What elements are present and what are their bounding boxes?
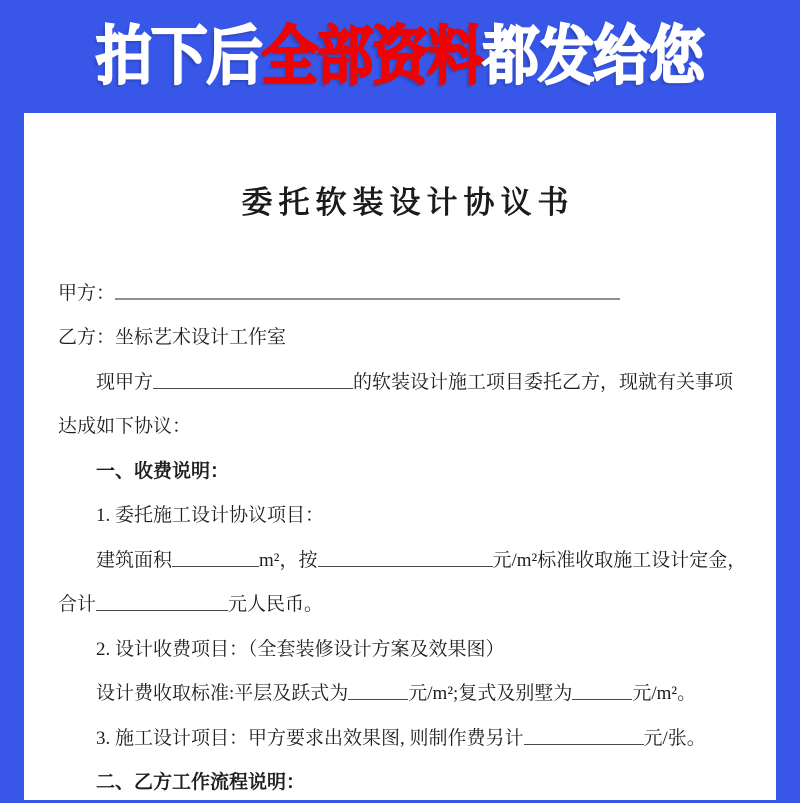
- text-segment: 元/m²。: [632, 678, 696, 705]
- intro-line-2: [58, 403, 758, 448]
- text-segment: 合计: [58, 589, 96, 616]
- text-segment: 元/m²标准收取施工设计定金，: [493, 545, 747, 572]
- text-segment: 元人民币。: [228, 589, 323, 616]
- document-body: [58, 269, 758, 803]
- section-2-heading: [58, 759, 758, 803]
- fee-item-2: [58, 625, 758, 670]
- total-line: [58, 581, 758, 626]
- party-a-line: [58, 269, 758, 314]
- fee-standard-line: [58, 670, 758, 715]
- blank-underline: [524, 728, 644, 745]
- section-1-heading: [58, 447, 758, 492]
- blank-underline: [318, 550, 493, 567]
- text-segment: 现甲方: [96, 367, 153, 394]
- text-segment: 3. 施工设计项目：甲方要求出效果图, 则制作费另计: [96, 723, 524, 750]
- contract-document: [24, 113, 776, 800]
- text-segment: 一、收费说明：: [96, 456, 229, 483]
- blank-underline: [572, 683, 632, 700]
- top-banner: [12, 0, 788, 119]
- text-segment: 设计费收取标准:平层及跃式为: [96, 678, 348, 705]
- text-segment: 建筑面积: [96, 545, 172, 572]
- document-title: 委托软装设计协议书: [58, 177, 758, 223]
- text-segment: 乙方：坐标艺术设计工作室: [58, 322, 286, 349]
- intro-line: [58, 358, 758, 403]
- banner-text-segment: 都发给您: [483, 25, 704, 89]
- blank-underline: [348, 683, 408, 700]
- text-segment: 达成如下协议：: [58, 411, 191, 438]
- text-segment: 1. 委托施工设计协议项目：: [96, 500, 324, 527]
- text-segment: 2. 设计收费项目：（全套装修设计方案及效果图）: [96, 634, 505, 661]
- party-b-line: [58, 314, 758, 359]
- blank-underline: [115, 282, 620, 300]
- banner-text-segment-highlight: 全部资料: [262, 25, 483, 89]
- area-line: [58, 536, 758, 581]
- text-segment: m²，按: [259, 545, 317, 572]
- fee-item-1: [58, 492, 758, 537]
- banner-text-segment: 拍下后: [96, 25, 262, 89]
- fee-item-3: [58, 714, 758, 759]
- text-segment: 二、乙方工作流程说明：: [96, 767, 305, 794]
- text-segment: 元/张。: [644, 723, 706, 750]
- text-segment: 的软装设计施工项目委托乙方，现就有关事项: [353, 367, 733, 394]
- blank-underline: [153, 372, 353, 389]
- text-segment: 元/m²;复式及别墅为: [408, 678, 572, 705]
- blank-underline: [96, 594, 228, 611]
- text-segment: 甲方：: [58, 278, 115, 305]
- blank-underline: [172, 550, 259, 567]
